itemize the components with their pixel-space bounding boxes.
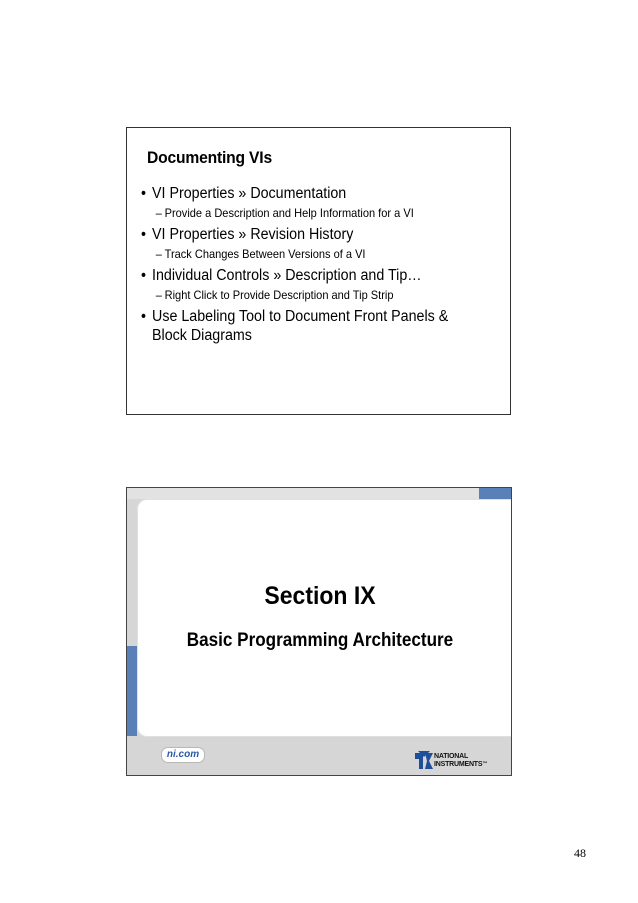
bullet-item [141, 307, 472, 345]
sub-bullet-dash: – [155, 247, 162, 261]
sub-bullet-dash: – [155, 206, 162, 220]
bullet-text: VI Properties » Revision History [152, 226, 354, 243]
page-number: 48 [574, 846, 586, 860]
slide-title: Documenting VIs [147, 148, 272, 167]
bullet-text: Individual Controls » Description and Tip… [152, 267, 422, 284]
top-accent-bar [127, 488, 479, 499]
ni-com-badge: ni.com [161, 747, 205, 763]
bullet-dot: • [141, 185, 147, 202]
bullet-text: Use Labeling Tool to Document Front Panels & Block Diagrams [152, 308, 449, 344]
bullet-item [141, 225, 472, 244]
sub-bullet-item [141, 247, 472, 262]
sub-bullet-item [141, 206, 472, 221]
logo-line-1: NATIONAL [434, 753, 469, 760]
slide-section-ix [126, 487, 512, 776]
logo-line-2: INSTRUMENTS™ [434, 760, 488, 768]
section-title: Section IX [264, 582, 376, 610]
trademark-mark: ™ [482, 760, 488, 767]
bullet-dot: • [141, 308, 147, 325]
bullet-list [141, 184, 501, 345]
sub-bullet-text: Right Click to Provide Description and Tip Strip [164, 288, 394, 302]
slide-documenting-vis [126, 127, 511, 415]
bullet-item [141, 184, 472, 203]
top-accent-blue [479, 488, 512, 499]
bullet-dot: • [141, 267, 147, 284]
sub-bullet-dash: – [155, 288, 162, 302]
sub-bullet-text: Track Changes Between Versions of a VI [164, 247, 366, 261]
section-subtitle: Basic Programming Architecture [186, 630, 454, 651]
bullet-text: VI Properties » Documentation [152, 185, 347, 202]
ni-eagle-icon [415, 751, 433, 771]
left-accent-blue [127, 646, 137, 736]
bullet-item [141, 266, 472, 285]
content-panel [137, 499, 512, 737]
logo-wordmark [434, 753, 487, 768]
sub-bullet-text: Provide a Description and Help Information for a VI [164, 206, 414, 220]
bullet-dot: • [141, 226, 147, 243]
national-instruments-logo [415, 751, 495, 771]
sub-bullet-item [141, 288, 472, 303]
